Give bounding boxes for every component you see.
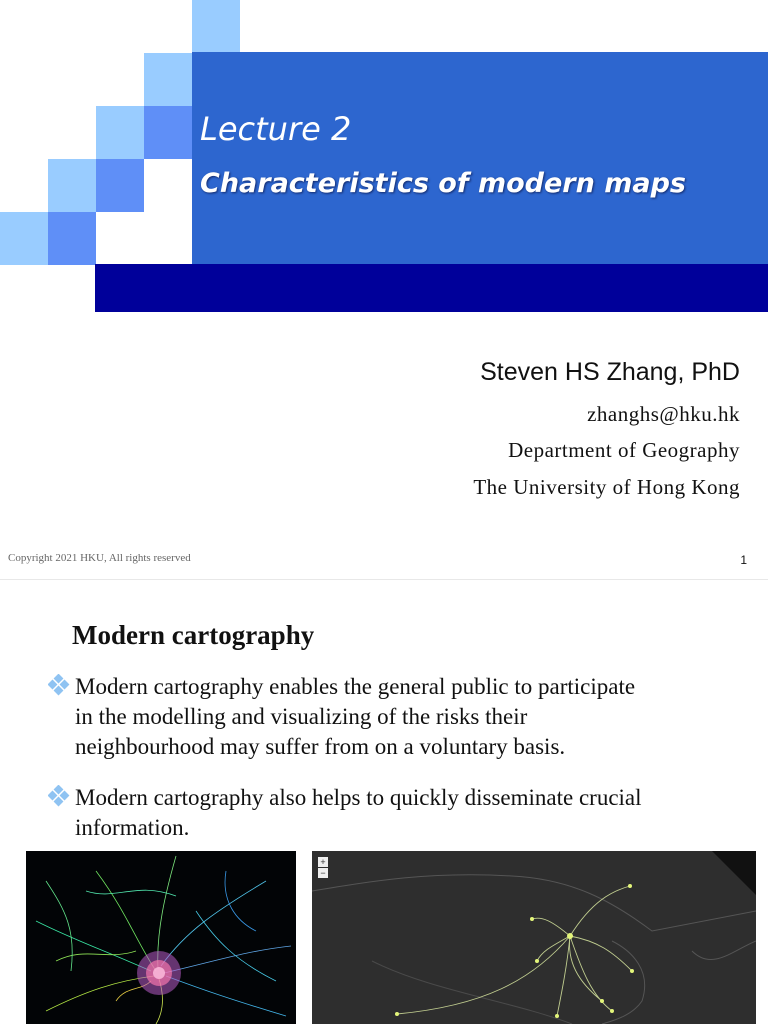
migration-map-graphic <box>312 851 756 1024</box>
decor-square <box>0 212 48 265</box>
slide-title: Modern cartography <box>72 620 315 650</box>
university: The University of Hong Kong <box>473 475 740 499</box>
author-email: zhanghs@hku.hk <box>587 402 740 426</box>
content-slide <box>0 580 768 1024</box>
zoom-in-button[interactable]: + <box>318 857 328 867</box>
bullet-line: Modern cartography also helps to quickly disseminate crucial <box>75 785 642 810</box>
author-name: Steven HS Zhang, PhD <box>480 358 740 386</box>
bullet-line: information. <box>75 815 190 840</box>
zoom-out-button[interactable]: − <box>318 868 328 878</box>
network-map-graphic <box>26 851 296 1024</box>
decor-square <box>96 159 144 212</box>
decor-square <box>144 53 192 106</box>
decor-square <box>48 212 96 265</box>
bullet-item <box>48 672 738 762</box>
decor-square <box>144 106 192 159</box>
bullet-item <box>48 783 738 843</box>
department: Department of Geography <box>508 438 740 462</box>
diamond-bullet-icon <box>48 785 70 807</box>
decor-square <box>192 0 240 53</box>
migration-map-image <box>312 851 756 1024</box>
title-banner <box>192 52 768 264</box>
page-number: 1 <box>740 553 747 567</box>
bullet-line: neighbourhood may suffer from on a voluntary basis. <box>75 734 566 759</box>
dark-accent-bar <box>95 264 768 312</box>
bullet-line: in the modelling and visualizing of the risks their <box>75 704 528 729</box>
decor-square <box>48 159 96 212</box>
copyright-notice: Copyright 2021 HKU, All rights reserved <box>8 552 191 564</box>
decor-square <box>96 106 144 159</box>
diamond-bullet-icon <box>48 674 70 696</box>
lecture-subtitle: Characteristics of modern maps <box>200 168 686 199</box>
network-map-image <box>26 851 296 1024</box>
bullet-line: Modern cartography enables the general public to participate <box>75 674 636 699</box>
lecture-number: Lecture 2 <box>200 110 352 148</box>
